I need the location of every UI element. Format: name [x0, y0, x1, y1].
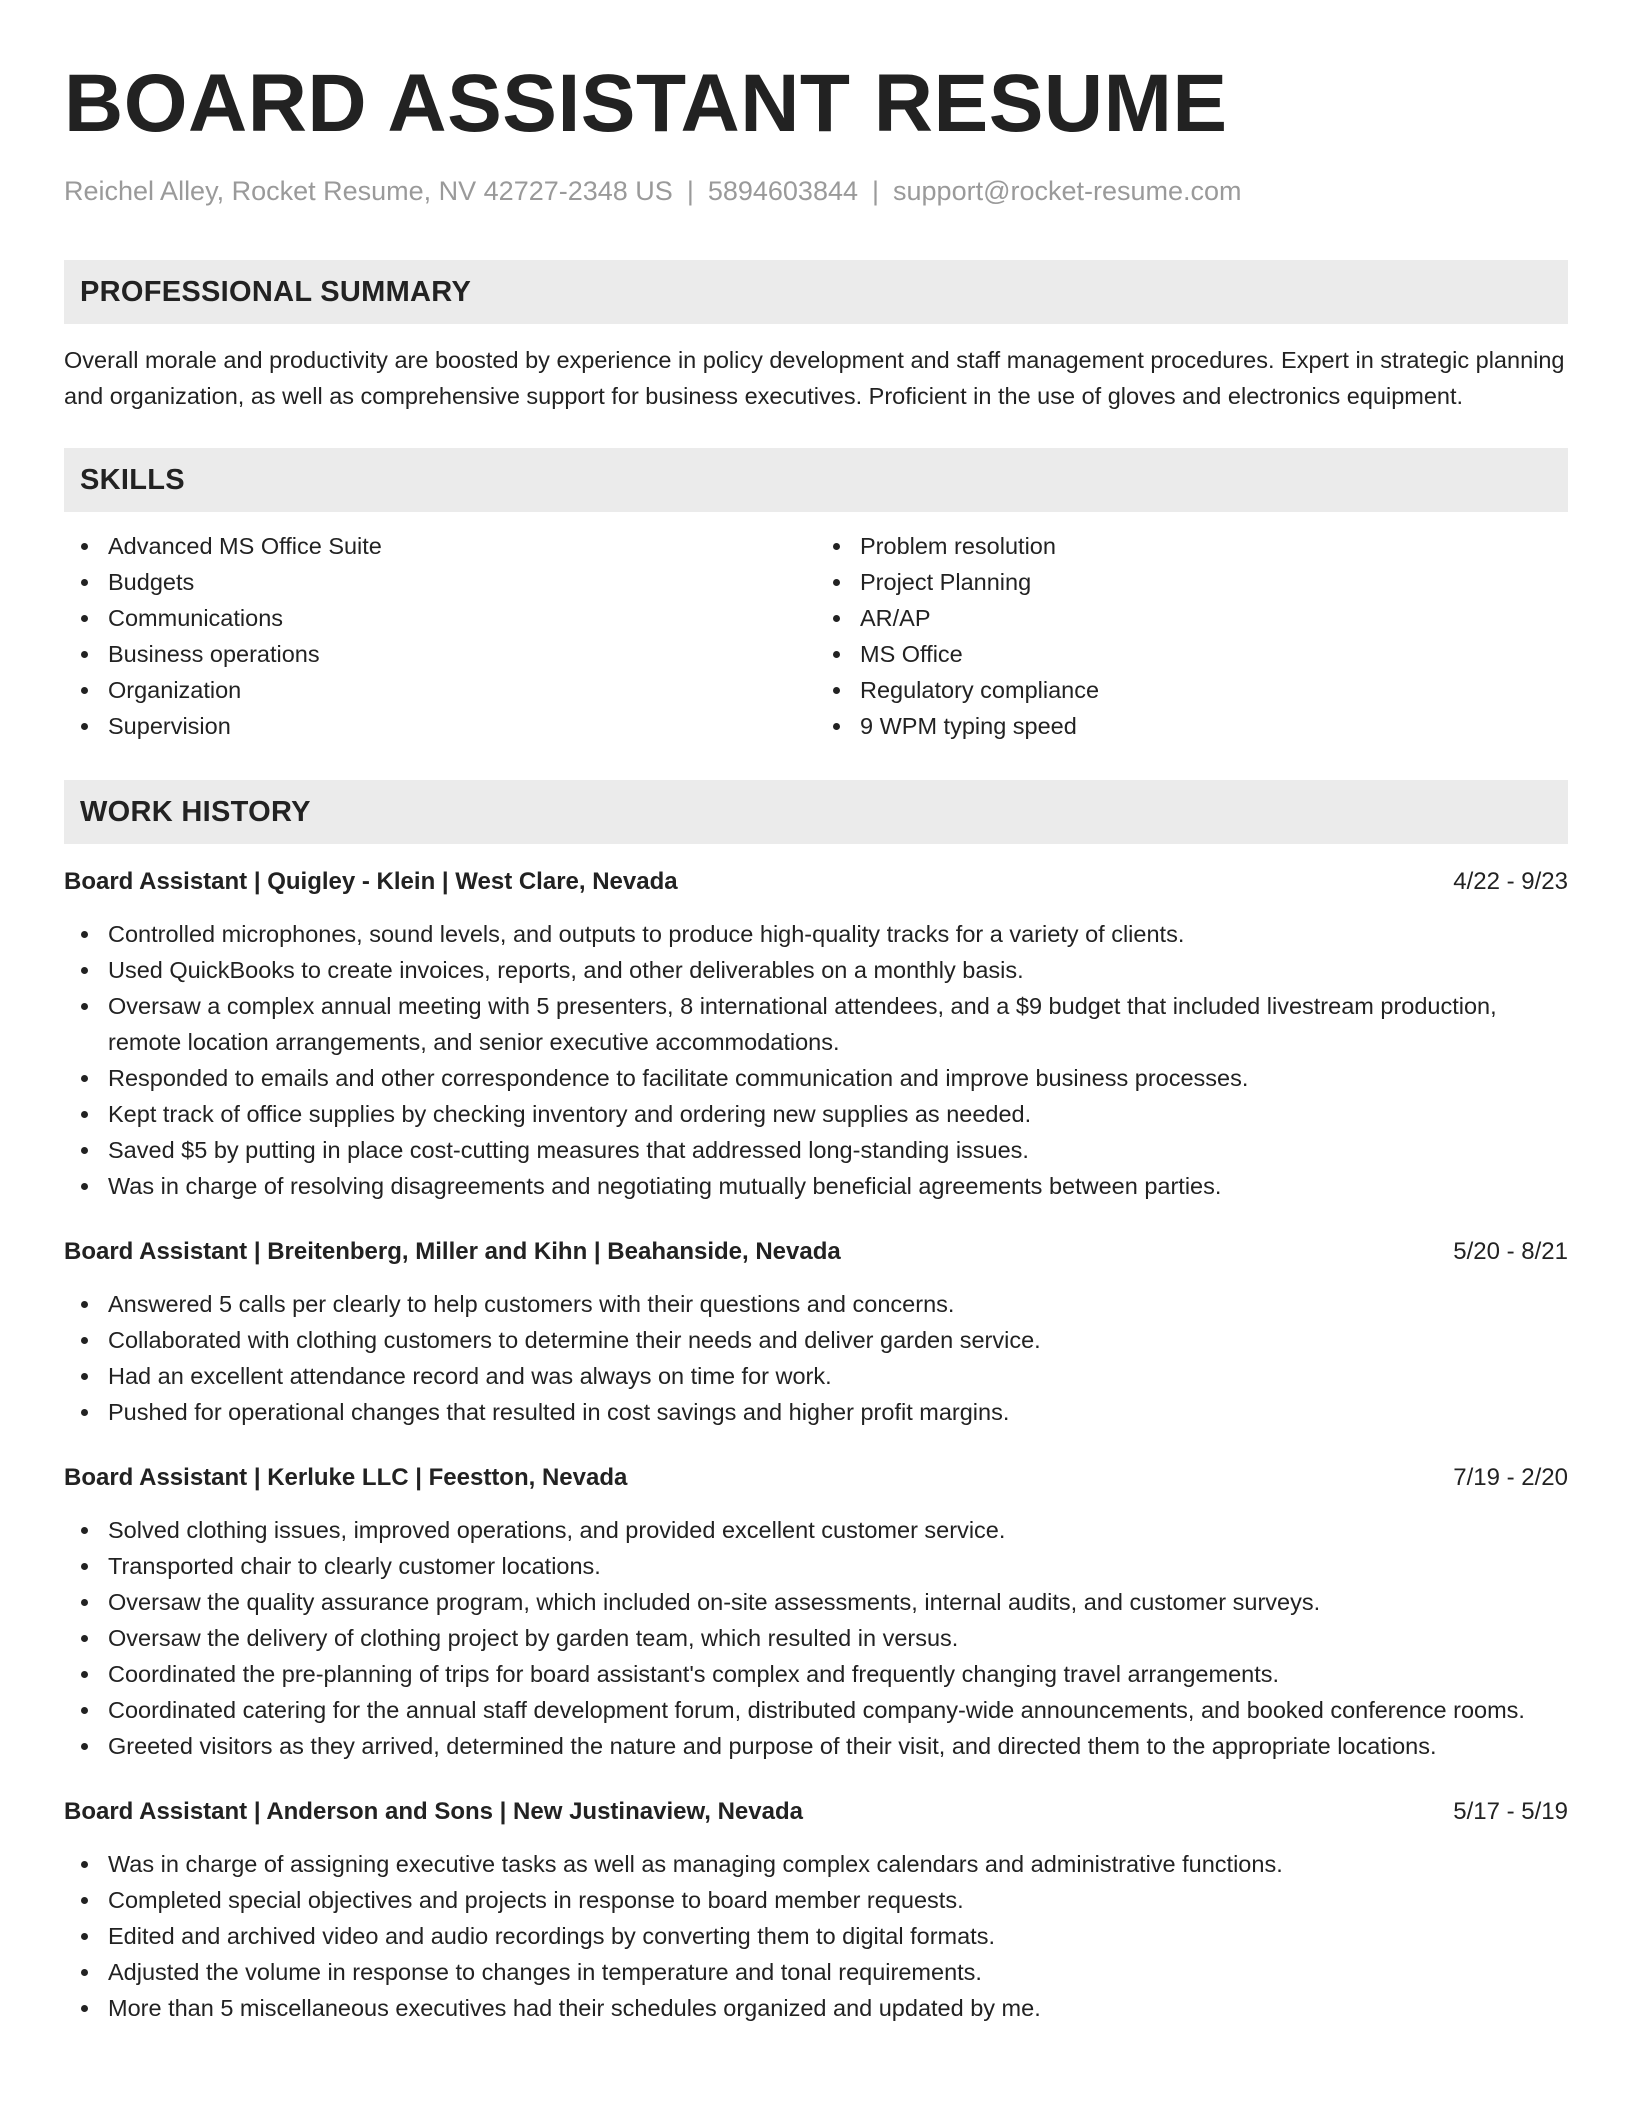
job-duty-item: Oversaw the delivery of clothing project by garden team, which resulted in versus. [64, 1620, 1568, 1656]
job-header [64, 1794, 1568, 1830]
skill-item: Budgets [64, 564, 816, 600]
job-duty-item: Oversaw the quality assurance program, which included on-site assessments, internal audits, and customer surveys. [64, 1584, 1568, 1620]
job-header [64, 1234, 1568, 1270]
skill-item: AR/AP [816, 600, 1568, 636]
summary-text: Overall morale and productivity are boosted by experience in policy development and staff management procedures. Expert in strategic planning and organization, as well as comprehensive support for business executives. Proficient in the use of gloves and electronics equipment. [64, 347, 1565, 409]
job-duty-item: Used QuickBooks to create invoices, reports, and other deliverables on a monthly basis. [64, 952, 1568, 988]
job-duty-item: Completed special objectives and projects in response to board member requests. [64, 1882, 1568, 1918]
job-dates: 4/22 - 9/23 [1453, 868, 1568, 895]
job-entry [64, 1460, 1568, 1764]
job-duty-item: Kept track of office supplies by checking inventory and ordering new supplies as needed. [64, 1096, 1568, 1132]
contact-phone: 5894603844 [707, 176, 858, 206]
skills-column-left [64, 528, 816, 744]
job-duty-item: Was in charge of assigning executive tasks as well as managing complex calendars and administrative functions. [64, 1846, 1568, 1882]
skill-item: Communications [64, 600, 816, 636]
job-title: Board Assistant | Quigley - Klein | West Clare, Nevada [64, 868, 678, 895]
job-duty-item: Transported chair to clearly customer locations. [64, 1548, 1568, 1584]
job-duty-item: Was in charge of resolving disagreements and negotiating mutually beneficial agreements between parties. [64, 1168, 1568, 1204]
skill-item: Business operations [64, 636, 816, 672]
skill-item: Problem resolution [816, 528, 1568, 564]
skill-item: MS Office [816, 636, 1568, 672]
job-duty-item: Greeted visitors as they arrived, determined the nature and purpose of their visit, and directed them to the appropriate locations. [64, 1728, 1568, 1764]
job-entry [64, 1234, 1568, 1430]
job-duty-item: Edited and archived video and audio recordings by converting them to digital formats. [64, 1918, 1568, 1954]
job-duty-item: Oversaw a complex annual meeting with 5 presenters, 8 international attendees, and a $9 budget that included livestream production, remote location arrangements, and senior executive accommodations. [64, 988, 1568, 1060]
job-duty-item: Collaborated with clothing customers to determine their needs and deliver garden service. [64, 1322, 1568, 1358]
job-header [64, 1460, 1568, 1496]
job-dates: 5/17 - 5/19 [1453, 1798, 1568, 1825]
job-duty-item: Adjusted the volume in response to changes in temperature and tonal requirements. [64, 1954, 1568, 1990]
job-duty-item: Coordinated the pre-planning of trips for board assistant's complex and frequently changing travel arrangements. [64, 1656, 1568, 1692]
section-header-summary: PROFESSIONAL SUMMARY [64, 260, 1568, 324]
job-entry [64, 864, 1568, 1204]
contact-email: support@rocket-resume.com [893, 176, 1242, 206]
section-header-skills: SKILLS [64, 448, 1568, 512]
job-duty-item: Controlled microphones, sound levels, and outputs to produce high-quality tracks for a variety of clients. [64, 916, 1568, 952]
skill-item: Advanced MS Office Suite [64, 528, 816, 564]
job-duty-item: Coordinated catering for the annual staff development forum, distributed company-wide announcements, and booked conference rooms. [64, 1692, 1568, 1728]
skill-item: Organization [64, 672, 816, 708]
skill-item: Regulatory compliance [816, 672, 1568, 708]
job-duty-item: Solved clothing issues, improved operations, and provided excellent customer service. [64, 1512, 1568, 1548]
job-duties-list [64, 916, 1568, 1204]
skill-item: 9 WPM typing speed [816, 708, 1568, 744]
job-duties-list [64, 1512, 1568, 1764]
job-dates: 5/20 - 8/21 [1453, 1238, 1568, 1265]
contact-separator: | [686, 176, 694, 206]
job-duty-item: More than 5 miscellaneous executives had their schedules organized and updated by me. [64, 1990, 1568, 2026]
job-duty-item: Pushed for operational changes that resulted in cost savings and higher profit margins. [64, 1394, 1568, 1430]
skill-item: Project Planning [816, 564, 1568, 600]
skills-column-right [816, 528, 1568, 744]
job-dates: 7/19 - 2/20 [1453, 1464, 1568, 1491]
resume-title: BOARD ASSISTANT RESUME [64, 58, 1228, 149]
job-title: Board Assistant | Anderson and Sons | New Justinaview, Nevada [64, 1798, 803, 1825]
job-entry [64, 1794, 1568, 2026]
work-history-list [64, 864, 1568, 2026]
job-title: Board Assistant | Breitenberg, Miller and Kihn | Beahanside, Nevada [64, 1238, 841, 1265]
job-duty-item: Saved $5 by putting in place cost-cutting measures that addressed long-standing issues. [64, 1132, 1568, 1168]
skills-grid [64, 528, 1568, 744]
job-duties-list [64, 1846, 1568, 2026]
skill-item: Supervision [64, 708, 816, 744]
contact-separator: | [872, 176, 880, 206]
job-duty-item: Answered 5 calls per clearly to help customers with their questions and concerns. [64, 1286, 1568, 1322]
section-header-work-history: WORK HISTORY [64, 780, 1568, 844]
job-duty-item: Responded to emails and other correspondence to facilitate communication and improve business processes. [64, 1060, 1568, 1096]
contact-address: Reichel Alley, Rocket Resume, NV 42727-2348 US [64, 176, 673, 206]
job-header [64, 864, 1568, 900]
job-duties-list [64, 1286, 1568, 1430]
job-duty-item: Had an excellent attendance record and was always on time for work. [64, 1358, 1568, 1394]
job-title: Board Assistant | Kerluke LLC | Feestton, Nevada [64, 1464, 628, 1491]
contact-line [64, 174, 1568, 208]
